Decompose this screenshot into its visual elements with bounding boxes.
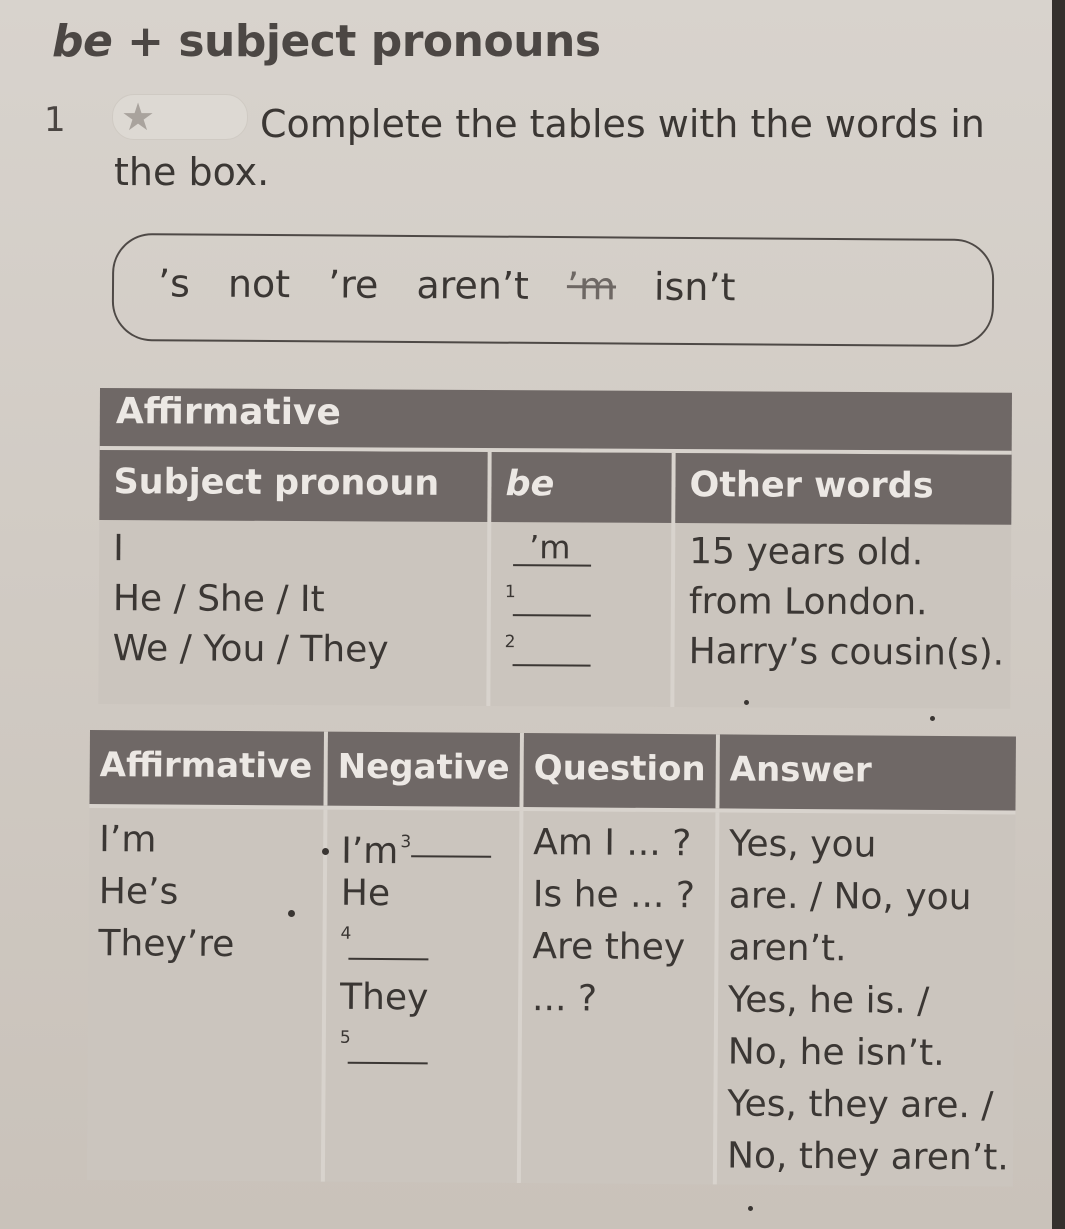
header-question: Question [523, 733, 720, 808]
word-box-item: not [227, 261, 291, 307]
blank-number: 2 [504, 632, 516, 653]
subject-item: I [113, 528, 124, 570]
be-blank-1[interactable] [491, 576, 671, 627]
be-column [490, 522, 675, 707]
answer-line [348, 1062, 428, 1065]
section-title [52, 16, 601, 67]
answer-line [411, 855, 491, 858]
other-words-column [674, 523, 1011, 709]
negative-blank-5[interactable] [326, 1024, 518, 1077]
affirmative-item: I’m [99, 819, 157, 861]
header-affirmative: Affirmative [89, 730, 328, 806]
pencil-dot [748, 1206, 753, 1211]
subject-item: He / She / It [112, 578, 325, 621]
pencil-dot [288, 910, 295, 917]
answer-column [717, 812, 1016, 1186]
blank-number: 5 [339, 1027, 351, 1048]
answer-item: Yes, you [729, 823, 877, 866]
negative-text: I’m [341, 830, 399, 873]
answer-item: Yes, they are. / [727, 1083, 994, 1127]
affirmative-table-title: Affirmative [100, 388, 1012, 455]
star-icon: ★ [121, 95, 156, 139]
negative-text: He [340, 872, 391, 915]
answer-item: aren’t. [728, 927, 847, 970]
blank-number: 4 [340, 923, 352, 944]
word-box-item: isn’t [653, 264, 736, 310]
affirmative-column [87, 808, 328, 1182]
negative-column [325, 810, 524, 1183]
affirmative-item: He’s [98, 871, 179, 913]
negative-item-1[interactable] [327, 816, 519, 873]
affirmative-table-header [99, 450, 1011, 525]
header-answer: Answer [719, 734, 1016, 810]
header-other-words: Other words [675, 453, 1011, 525]
exercise-instruction: Complete the tables with the words in the box. [114, 102, 985, 194]
section-title-rest: + subject pronouns [127, 16, 601, 67]
other-words-item: from London. [688, 581, 928, 624]
answer-item: are. / No, you [728, 875, 972, 919]
page-edge [1052, 0, 1065, 1229]
other-words-item: Harry’s cousin(s). [688, 631, 1005, 674]
affirmative-table-body [98, 520, 1011, 709]
affirmative-item: They’re [98, 923, 235, 966]
question-column [521, 811, 720, 1184]
word-box-words [158, 261, 736, 309]
other-words-item: 15 years old. [689, 531, 924, 574]
pencil-dot [322, 848, 329, 855]
word-box-item-crossed: ’m [566, 264, 617, 309]
subject-column [98, 520, 491, 706]
header-be: be [491, 452, 675, 523]
question-item: ... ? [531, 978, 598, 1020]
subject-item: We / You / They [112, 628, 389, 671]
negative-item-2 [327, 868, 519, 921]
question-item: Are they [532, 926, 686, 969]
forms-table-header [89, 730, 1015, 810]
answer-line [513, 564, 591, 566]
forms-table [87, 730, 1016, 1186]
section-title-be: be [52, 16, 113, 67]
header-subject-pronoun: Subject pronoun [99, 450, 491, 522]
header-negative: Negative [327, 732, 524, 807]
negative-blank-4[interactable] [326, 920, 518, 973]
word-box [112, 233, 995, 347]
answer-item: No, they aren’t. [726, 1135, 1009, 1179]
answer-item: Yes, he is. / [727, 979, 930, 1022]
affirmative-table [98, 388, 1012, 709]
word-box-item: aren’t [416, 263, 530, 308]
pencil-dot [930, 716, 935, 721]
forms-table-body [87, 804, 1016, 1186]
blank-number: 3 [400, 832, 412, 853]
question-item: Am I ... ? [533, 822, 692, 865]
blank-number: 1 [504, 582, 516, 603]
word-box-item: ’re [328, 262, 379, 307]
be-example-answer [491, 526, 671, 577]
answer-line [513, 614, 591, 616]
question-item: Is he ... ? [532, 874, 696, 917]
answer-line [513, 664, 591, 666]
exercise-number: 1 [44, 100, 66, 140]
pencil-dot [744, 700, 749, 705]
negative-item-4 [326, 972, 518, 1025]
be-example-text: ’m [529, 528, 571, 567]
word-box-item: ’s [157, 261, 191, 306]
answer-line [348, 958, 428, 961]
be-blank-2[interactable] [490, 626, 670, 677]
negative-text: They [339, 976, 429, 1019]
answer-item: No, he isn’t. [727, 1031, 945, 1074]
